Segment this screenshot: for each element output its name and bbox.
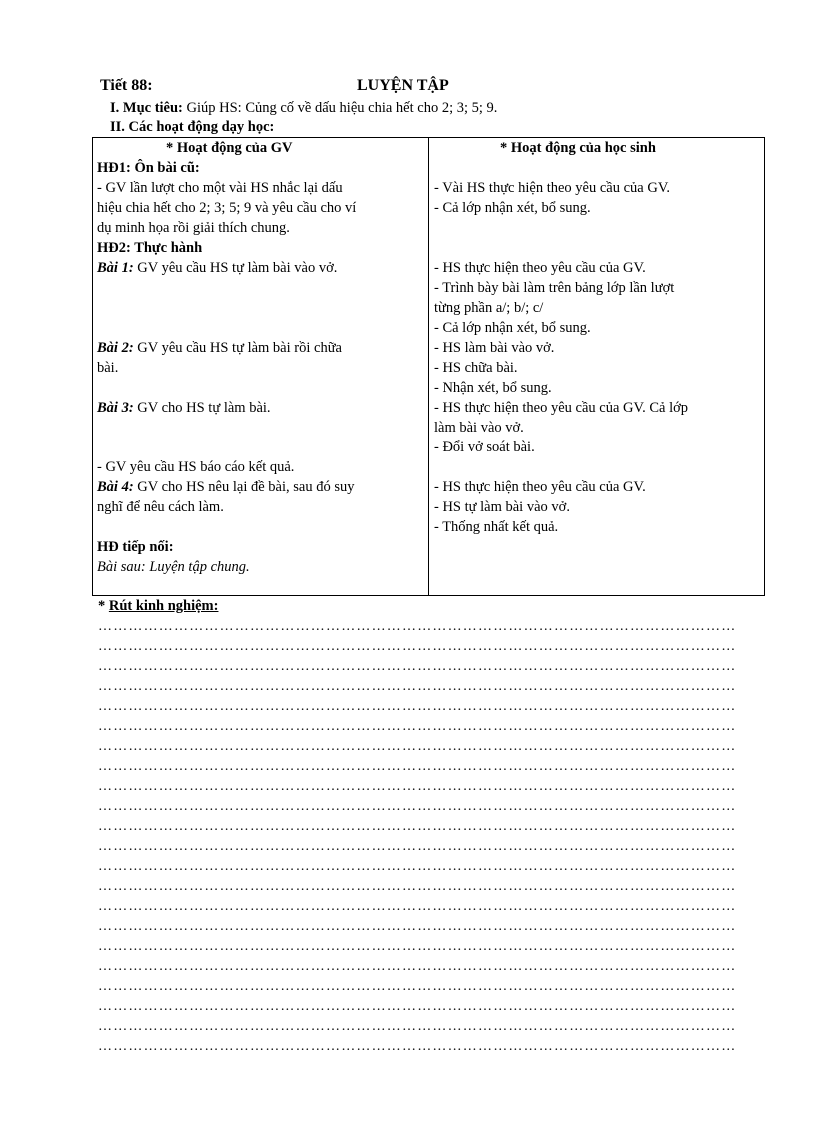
- bai2-label: Bài 2:: [97, 340, 134, 356]
- experience-label: Rút kinh nghiệm:: [108, 598, 219, 614]
- teacher-column-header: * Hoạt động của GV: [166, 140, 293, 156]
- dotted-line: ………………………………………………………………………………………………………………: [98, 999, 737, 1014]
- bai2-student-line-1: - HS làm bài vào vở.: [434, 340, 555, 356]
- hd1-student-line-2: - Cả lớp nhận xét, bổ sung.: [434, 200, 591, 216]
- bai2-teacher-text: GV yêu cầu HS tự làm bài rồi chữa: [133, 340, 342, 356]
- dotted-line: ………………………………………………………………………………………………………………: [98, 659, 737, 674]
- dotted-line: ………………………………………………………………………………………………………………: [98, 679, 737, 694]
- dotted-line: ………………………………………………………………………………………………………………: [98, 619, 737, 634]
- bai4-student-line-3: - Thống nhất kết quả.: [434, 519, 559, 535]
- dotted-line: ………………………………………………………………………………………………………………: [98, 959, 737, 974]
- hd2-title: HĐ2: Thực hành: [97, 240, 203, 256]
- bai1-student-line-4: - Cả lớp nhận xét, bổ sung.: [434, 320, 591, 336]
- next-activity-text: Bài sau: Luyện tập chung.: [97, 559, 250, 575]
- page-title: LUYỆN TẬP: [357, 77, 449, 94]
- bai3-teacher-text: GV cho HS tự làm bài.: [133, 400, 271, 416]
- next-activity-title: HĐ tiếp nối:: [97, 539, 174, 555]
- dotted-line: ………………………………………………………………………………………………………………: [98, 879, 737, 894]
- lesson-number: Tiết 88:: [100, 77, 153, 94]
- experience-heading: [98, 598, 218, 615]
- student-column-header: * Hoạt động của học sinh: [500, 140, 656, 156]
- dotted-line: ………………………………………………………………………………………………………………: [98, 899, 737, 914]
- dotted-line: ………………………………………………………………………………………………………………: [98, 939, 737, 954]
- bai3-label: Bài 3:: [97, 400, 134, 416]
- bai3-student-line-2: làm bài vào vở.: [434, 420, 524, 436]
- dotted-line: ………………………………………………………………………………………………………………: [98, 1019, 737, 1034]
- bai1-student-line-1: - HS thực hiện theo yêu cầu của GV.: [434, 260, 646, 276]
- dotted-line: ………………………………………………………………………………………………………………: [98, 739, 737, 754]
- objective-label: I. Mục tiêu:: [110, 100, 183, 116]
- experience-bullet: *: [98, 598, 109, 614]
- report-teacher: - GV yêu cầu HS báo cáo kết quả.: [97, 459, 295, 475]
- dotted-line: ………………………………………………………………………………………………………………: [98, 819, 737, 834]
- bai3-student-line-3: - Đổi vở soát bài.: [434, 439, 535, 455]
- bai1-student-line-2: - Trình bày bài làm trên bảng lớp lần lượt: [434, 280, 675, 296]
- dotted-line: ………………………………………………………………………………………………………………: [98, 699, 737, 714]
- dotted-line: ………………………………………………………………………………………………………………: [98, 839, 737, 854]
- bai2-teacher-line-2: bài.: [97, 360, 119, 376]
- activities-label: II. Các hoạt động dạy học:: [110, 119, 275, 135]
- objective-line: [110, 100, 497, 117]
- hd1-teacher-line-2: hiệu chia hết cho 2; 3; 5; 9 và yêu cầu cho ví: [97, 200, 357, 216]
- hd1-student-line-1: - Vài HS thực hiện theo yêu cầu của GV.: [434, 180, 671, 196]
- dotted-line: ………………………………………………………………………………………………………………: [98, 719, 737, 734]
- bai4-teacher-line-2: nghĩ để nêu cách làm.: [97, 499, 224, 515]
- dotted-line: ………………………………………………………………………………………………………………: [98, 919, 737, 934]
- bai4-teacher-text: GV cho HS nêu lại đề bài, sau đó suy: [133, 479, 355, 495]
- dotted-line: ………………………………………………………………………………………………………………: [98, 779, 737, 794]
- hd1-teacher-line-1: - GV lần lượt cho một vài HS nhắc lại dấu: [97, 180, 343, 196]
- dotted-line: ………………………………………………………………………………………………………………: [98, 759, 737, 774]
- bai1-label: Bài 1:: [97, 260, 134, 276]
- bai3-student-line-1: - HS thực hiện theo yêu cầu của GV. Cả lớp: [434, 400, 689, 416]
- dotted-line: ………………………………………………………………………………………………………………: [98, 979, 737, 994]
- bai4-teacher-line-1: [97, 477, 421, 497]
- bai2-student-line-3: - Nhận xét, bổ sung.: [434, 380, 552, 396]
- bai3-teacher: [97, 398, 271, 418]
- dotted-line: ………………………………………………………………………………………………………………: [98, 639, 737, 654]
- bai1-student-line-3: từng phần a/; b/; c/: [434, 300, 544, 316]
- bai2-teacher-line-1: [97, 338, 421, 358]
- bai2-student-line-2: - HS chữa bài.: [434, 360, 518, 376]
- bai4-student-line-2: - HS tự làm bài vào vở.: [434, 499, 570, 515]
- bai4-label: Bài 4:: [97, 479, 134, 495]
- bai4-student-line-1: - HS thực hiện theo yêu cầu của GV.: [434, 479, 646, 495]
- bai1-teacher-text: GV yêu cầu HS tự làm bài vào vở.: [133, 260, 338, 276]
- dotted-line: ………………………………………………………………………………………………………………: [98, 1039, 737, 1054]
- hd1-title: HĐ1: Ôn bài cũ:: [97, 160, 200, 176]
- dotted-line: ………………………………………………………………………………………………………………: [98, 799, 737, 814]
- table-column-divider: [428, 137, 429, 596]
- objective-text: Giúp HS: Củng cố về dấu hiệu chia hết cho 2; 3; 5; 9.: [186, 100, 498, 116]
- hd1-teacher-line-3: dụ minh họa rồi giải thích chung.: [97, 220, 290, 236]
- dotted-line: ………………………………………………………………………………………………………………: [98, 859, 737, 874]
- bai1-teacher: [97, 258, 337, 278]
